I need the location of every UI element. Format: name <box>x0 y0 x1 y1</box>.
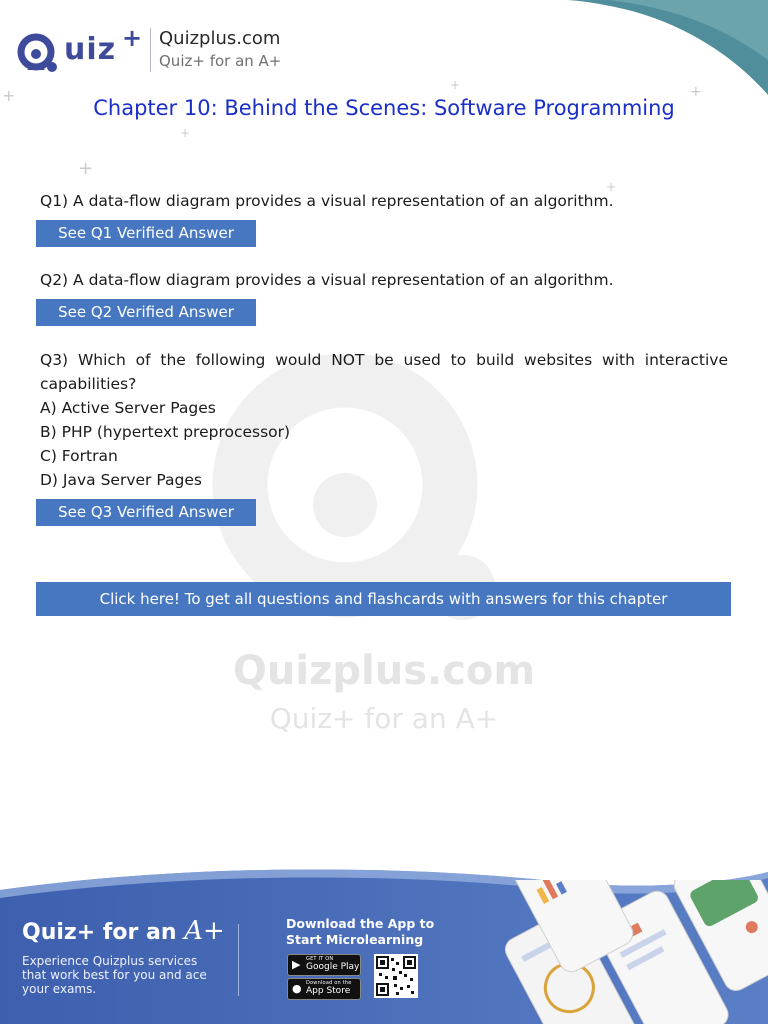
download-app-text: Download the App to Start Microlearning <box>286 916 435 947</box>
footer-banner <box>0 862 768 1024</box>
see-q2-answer-button[interactable]: See Q2 Verified Answer <box>36 299 256 326</box>
app-store-small-label: Download on the <box>306 980 352 986</box>
site-name[interactable]: Quizplus.com <box>159 28 281 49</box>
plus-decoration-icon: + <box>2 86 16 105</box>
quizplus-logo[interactable] <box>16 24 146 76</box>
header <box>16 24 281 76</box>
answer-option: B) PHP (hypertext preprocessor) <box>40 423 291 441</box>
logo-plus: + <box>122 24 143 52</box>
plus-decoration-icon: + <box>450 78 461 92</box>
answer-option: C) Fortran <box>40 447 118 465</box>
chapter-title: Chapter 10: Behind the Scenes: Software Programming <box>93 96 675 120</box>
question-3 <box>40 348 728 492</box>
all-questions-cta-button[interactable]: Click here! To get all questions and flashcards with answers for this chapter <box>36 582 731 616</box>
corner-swoosh-decoration <box>568 0 768 110</box>
apple-icon: ● <box>292 982 302 995</box>
header-divider <box>150 28 151 72</box>
quizplus-logo-icon <box>16 32 62 76</box>
question-1 <box>40 189 728 213</box>
app-store-label: App Store <box>306 986 351 996</box>
plus-decoration-icon: + <box>690 84 702 100</box>
logo-wordmark: uiz <box>64 32 117 67</box>
site-block <box>159 28 281 72</box>
google-play-label: Google Play <box>306 962 360 972</box>
footer-brand <box>22 916 225 946</box>
plus-decoration-icon: + <box>180 126 191 140</box>
site-tagline: Quiz+ for an A+ <box>159 52 282 70</box>
see-q3-answer-button[interactable]: See Q3 Verified Answer <box>36 499 256 526</box>
footer-brand-aplus: A+ <box>184 916 225 946</box>
answer-option: D) Java Server Pages <box>40 471 202 489</box>
watermark-tagline: Quiz+ for an A+ <box>269 702 499 735</box>
phone-mockups-image <box>500 880 768 1024</box>
footer-brand-text: Quiz+ for an <box>22 920 177 945</box>
google-play-small-label: GET IT ON <box>306 956 334 962</box>
question-stem: Q3) Which of the following would NOT be used to build websites with interactive capabilities? <box>40 351 728 393</box>
plus-decoration-icon: + <box>78 158 94 179</box>
question-stem: Q2) A data-flow diagram provides a visual representation of an algorithm. <box>40 271 614 289</box>
footer-divider <box>238 924 239 996</box>
question-2 <box>40 268 728 292</box>
plus-decoration-icon: + <box>606 180 617 194</box>
question-stem: Q1) A data-flow diagram provides a visual representation of an algorithm. <box>40 192 614 210</box>
footer-description: Experience Quizplus services that work best for you and ace your exams. <box>22 954 207 996</box>
see-q1-answer-button[interactable]: See Q1 Verified Answer <box>36 220 256 247</box>
answer-option: A) Active Server Pages <box>40 399 216 417</box>
google-play-icon: ▶ <box>292 958 301 971</box>
app-store-badge[interactable] <box>287 978 361 1000</box>
watermark-site: Quizplus.com <box>232 648 536 694</box>
qr-code-icon[interactable] <box>374 954 418 998</box>
google-play-badge[interactable] <box>287 954 361 976</box>
